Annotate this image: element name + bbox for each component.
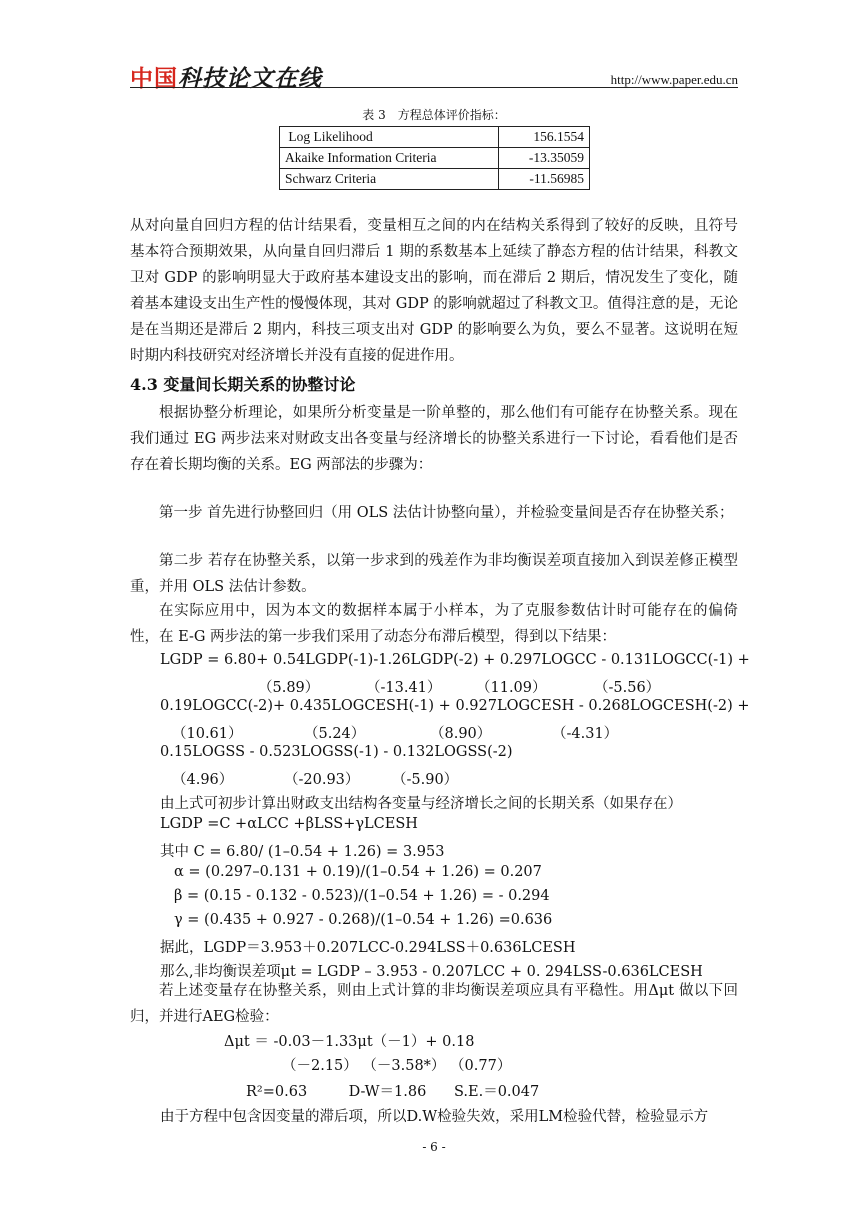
t-stat: （5.24）	[304, 726, 366, 742]
paragraph-var-results: 从对向量自回归方程的估计结果看，变量相互之间的内在结构关系得到了较好的反映，且符号基本符合预期效果，从向量自回归滞后 1 期的系数基本上延续了静态方程的估计结果，科教文卫对 GDP 的影响明显大于政府基本建设支出的影响，而在滞后 2 期后，情况发生了变化，随着基本建设支出生产性的慢慢体现，其对 GDP 的影响就超过了科教文卫。值得注意的是，无论是在当期还是滞后 2 期内，科技三项支出对 GDP 的影响要么为负，要么不显著。这说明在短时期内科技研究对经济增长并没有直接的促进作用。	[130, 218, 738, 364]
t-stat: （-5.90）	[392, 772, 459, 788]
t-stat: （-13.41）	[366, 680, 442, 696]
aeg-fit-stats: R²=0.63 D-W＝1.86 S.E.＝0.047	[246, 1084, 540, 1100]
coef-beta: β = (0.15 - 0.132 - 0.523)/(1–0.54 + 1.26) = - 0.294	[174, 888, 550, 904]
t-stat: （4.96）	[172, 772, 234, 788]
table-cell-value: 156.1554	[499, 127, 590, 148]
paragraph-lm-test: 由于方程中包含因变量的滞后项，所以D.W检验失效，采用LM检验代替，检验显示方	[160, 1109, 709, 1125]
paragraph-step1: 第一步 首先进行协整回归（用 OLS 法估计协整向量），并检验变量间是否存在协整关系；	[159, 505, 734, 521]
header-rule	[130, 87, 738, 88]
table-row	[280, 127, 590, 148]
table-row	[280, 148, 590, 169]
table-cell-value: -13.35059	[499, 148, 590, 169]
section-title: 4.3 变量间长期关系的协整讨论	[130, 375, 356, 394]
header-url[interactable]: http://www.paper.edu.cn	[610, 72, 738, 87]
coef-alpha: α = (0.297–0.131 + 0.19)/(1–0.54 + 1.26) = 0.207	[174, 864, 542, 880]
long-run-model: LGDP =C +αLCC +βLSS+γLCESH	[160, 816, 418, 832]
paragraph-application: 在实际应用中，因为本文的数据样本属于小样本，为了克服参数估计时可能存在的偏倚性，在 E-G 两步法的第一步我们采用了动态分布滞后模型，得到以下结果：	[130, 603, 738, 645]
residual-definition: 那么,非均衡误差项μt = LGDP – 3.953 - 0.207LCC + 0. 294LSS-0.636LCESH	[160, 964, 703, 980]
page-number: - 6 -	[422, 1140, 446, 1154]
table-row	[280, 169, 590, 190]
paragraph-cointegration-theory: 根据协整分析理论，如果所分析变量是一阶单整的，那么他们有可能存在协整关系。现在我们通过 EG 两步法来对财政支出各变量与经济增长的协整关系进行一下讨论，看看他们是否存在着长期均衡的关系。EG 两部法的步骤为：	[130, 405, 738, 473]
derivation-intro: 由上式可初步计算出财政支出结构各变量与经济增长之间的长期关系（如果存在）	[160, 796, 682, 812]
equation-line-2: 0.19LOGCC(-2)+ 0.435LOGCESH(-1) + 0.927LOGCESH - 0.268LOGCESH(-2) +	[160, 698, 750, 714]
aeg-equation: Δμt ＝ -0.03－1.33μt（－1）+ 0.18	[224, 1034, 475, 1050]
table-cell-name: Log Likelihood	[280, 127, 499, 148]
t-stat: （10.61）	[172, 726, 243, 742]
t-stat: （-5.56）	[594, 680, 661, 696]
table-cell-value: -11.56985	[499, 169, 590, 190]
evaluation-table	[279, 126, 590, 190]
t-stat: （-20.93）	[284, 772, 360, 788]
table-caption: 表 3 方程总体评价指标：	[362, 108, 506, 122]
journal-logo	[130, 60, 322, 93]
long-run-result: 据此，LGDP＝3.953＋0.207LCC-0.294LSS＋0.636LCESH	[160, 940, 576, 956]
paragraph-aeg-intro: 若上述变量存在协整关系，则由上式计算的非均衡误差项应具有平稳性。用Δμt 做以下回归，并进行AEG检验：	[130, 983, 738, 1025]
t-stat: （-4.31）	[552, 726, 619, 742]
logo-rest: 科技论文在线	[178, 66, 322, 92]
paragraph-step2: 第二步 若存在协整关系，以第一步求到的残差作为非均衡误差项直接加入到误差修正模型重，并用 OLS 法估计参数。	[130, 553, 738, 595]
equation-line-3: 0.15LOGSS - 0.523LOGSS(-1) - 0.132LOGSS(-2)	[160, 744, 513, 760]
equation-line-1: LGDP = 6.80+ 0.54LGDP(-1)-1.26LGDP(-2) + 0.297LOGCC - 0.131LOGCC(-1) +	[160, 652, 750, 668]
t-stat: （8.90）	[430, 726, 492, 742]
constant-c: 其中 C = 6.80/ (1–0.54 + 1.26) = 3.953	[160, 844, 445, 860]
coef-gamma: γ = (0.435 + 0.927 - 0.268)/(1–0.54 + 1.26) =0.636	[174, 912, 553, 928]
t-stat: （5.89）	[258, 680, 320, 696]
t-stat: （11.09）	[476, 680, 547, 696]
logo-cn: 中国	[130, 66, 178, 92]
table-cell-name: Akaike Information Criteria	[280, 148, 499, 169]
table-cell-name: Schwarz Criteria	[280, 169, 499, 190]
aeg-t-stats: （－2.15） （－3.58*） （0.77）	[282, 1058, 512, 1074]
